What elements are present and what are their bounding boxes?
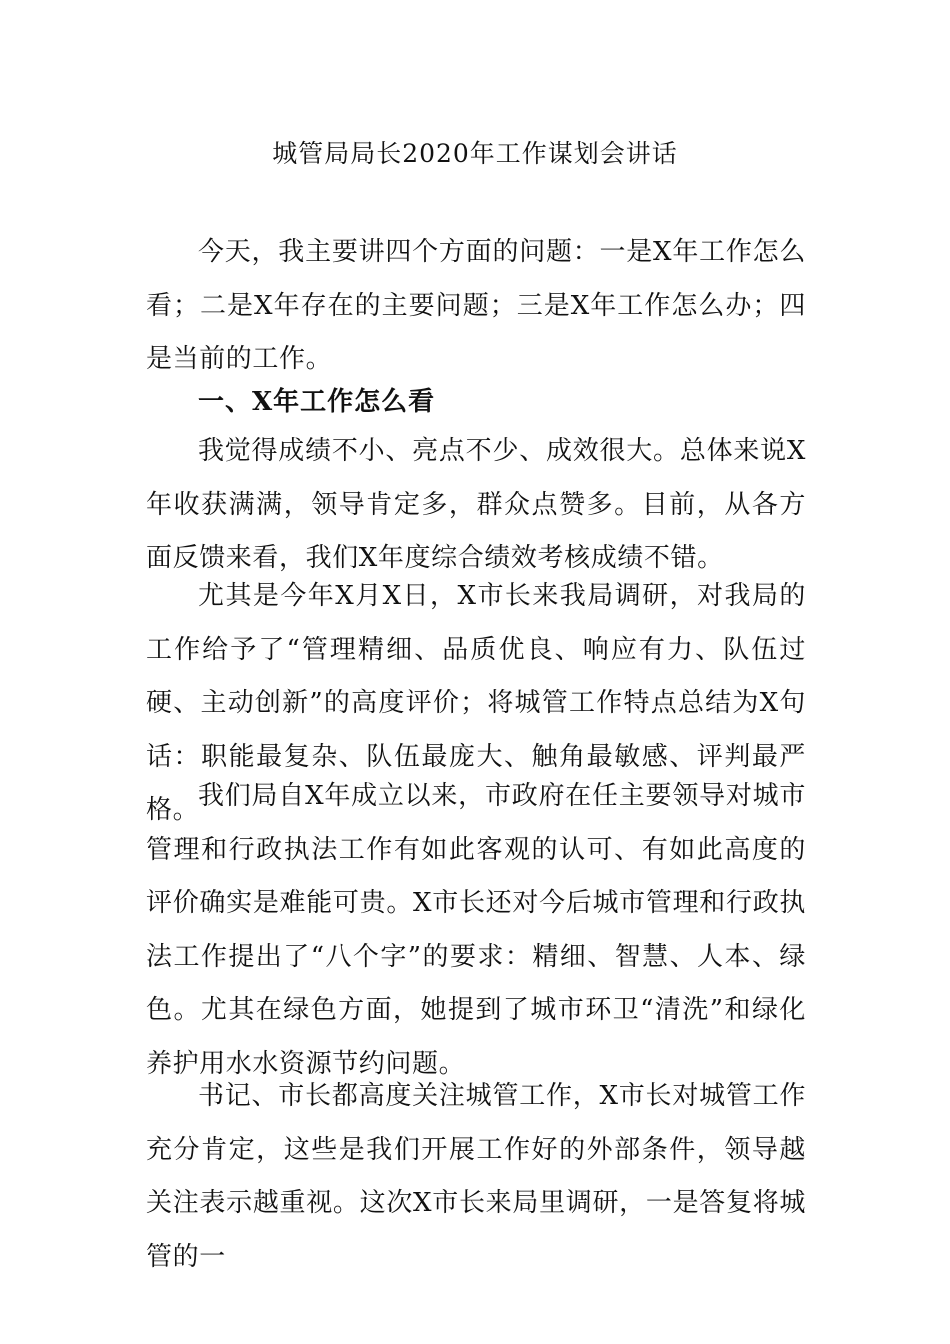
paragraph-intro: 今天，我主要讲四个方面的问题：一是X年工作怎么看；二是X年存在的主要问题；三是X年工作怎么办；四是当前的工作。 (146, 237, 806, 374)
paragraph-mayor-visit: 尤其是今年X月X日，X市长来我局调研，对我局的工作给予了“管理精细、品质优良、响应有力、队伍过硬、主动创新”的高度评价；将城管工作特点总结为X句话：职能最复杂、队伍最庞大、触角最敏感、评判最严格。 (146, 581, 806, 825)
document-title: 城管局局长2020年工作谋划会讲话 (272, 139, 678, 168)
section-heading: 一、X年工作怎么看 (198, 387, 436, 417)
paragraph-recognition: 我们局自X年成立以来，市政府在任主要领导对城市管理和行政执法工作有如此客观的认可、有如此高度的评价确实是难能可贵。X市长还对今后城市管理和行政执法工作提出了“八个字”的要求：精细、智慧、人本、绿色。尤其在绿色方面，她提到了城市环卫“清洗”和绿化养护用水水资源节约问题。 (146, 781, 806, 1079)
paragraph-achievements: 我觉得成绩不小、亮点不少、成效很大。总体来说X年收获满满，领导肯定多，群众点赞多。目前，从各方面反馈来看，我们X年度综合绩效考核成绩不错。 (146, 436, 806, 573)
paragraph-leadership-attention: 书记、市长都高度关注城管工作，X市长对城管工作充分肯定，这些是我们开展工作好的外部条件，领导越关注表示越重视。这次X市长来局里调研，一是答复将城管的一 (146, 1081, 806, 1272)
